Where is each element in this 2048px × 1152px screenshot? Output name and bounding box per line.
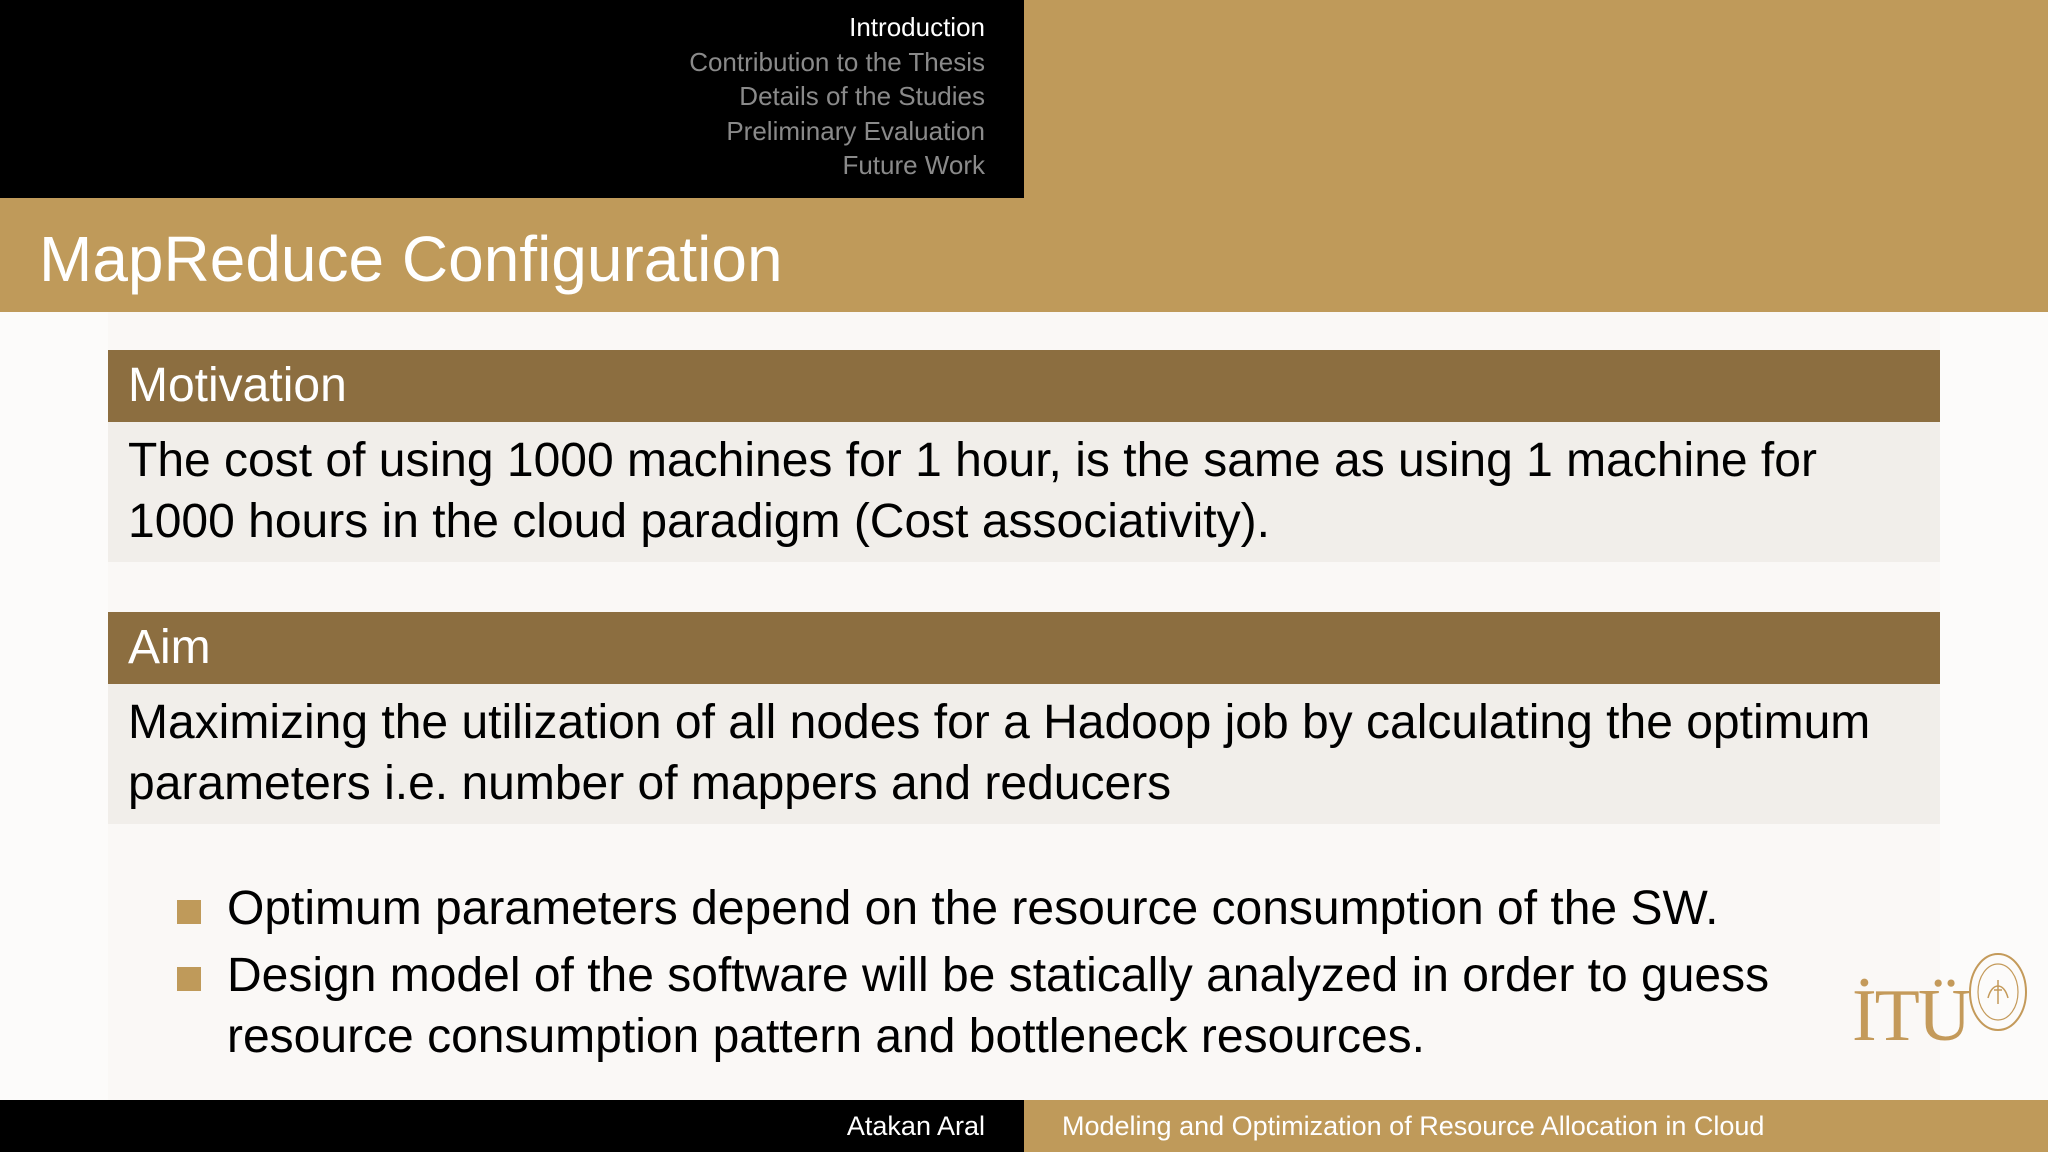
footer-author-bar: [0, 1100, 1024, 1152]
nav-item-details[interactable]: Details of the Studies: [739, 81, 985, 111]
footer-presentation-title: Modeling and Optimization of Resource Allocation in Cloud: [1062, 1111, 1765, 1141]
slide-title: MapReduce Configuration: [39, 223, 783, 295]
square-bullet-icon: [177, 900, 201, 924]
footer-author: Atakan Aral: [846, 1111, 985, 1141]
section-nav-list: [689, 10, 985, 183]
bullet-list: [175, 878, 1835, 1073]
university-logo: [1852, 952, 2032, 1062]
logo-wordmark: İTÜ: [1852, 975, 1970, 1057]
footer-title-bar: [1024, 1100, 2048, 1152]
nav-item-contribution[interactable]: Contribution to the Thesis: [689, 46, 985, 77]
section-navigation: [0, 0, 1024, 198]
aim-block: [108, 612, 1940, 824]
bullet-item: [175, 945, 1835, 1067]
block-body: Maximizing the utilization of all nodes for a Hadoop job by calculating the optimum parameters i.e. number of mappers and reducers: [108, 684, 1940, 824]
nav-item-evaluation[interactable]: Preliminary Evaluation: [726, 115, 985, 146]
motivation-block: [108, 350, 1940, 562]
nav-item-introduction[interactable]: Introduction: [849, 12, 985, 42]
header-decoration: [1024, 0, 2048, 198]
nav-item-future-work[interactable]: Future Work: [842, 150, 985, 180]
block-body: The cost of using 1000 machines for 1 hour, is the same as using 1 machine for 1000 hours in the cloud paradigm (Cost associativity).: [108, 422, 1940, 562]
university-seal-icon: [1964, 952, 2028, 1042]
block-heading: Aim: [108, 612, 1940, 684]
square-bullet-icon: [177, 967, 201, 991]
bullet-item: [175, 878, 1835, 939]
block-heading: Motivation: [108, 350, 1940, 422]
bullet-text: Design model of the software will be statically analyzed in order to guess resource consumption pattern and bottleneck resources.: [227, 949, 1770, 1063]
bullet-text: Optimum parameters depend on the resource consumption of the SW.: [227, 882, 1719, 935]
